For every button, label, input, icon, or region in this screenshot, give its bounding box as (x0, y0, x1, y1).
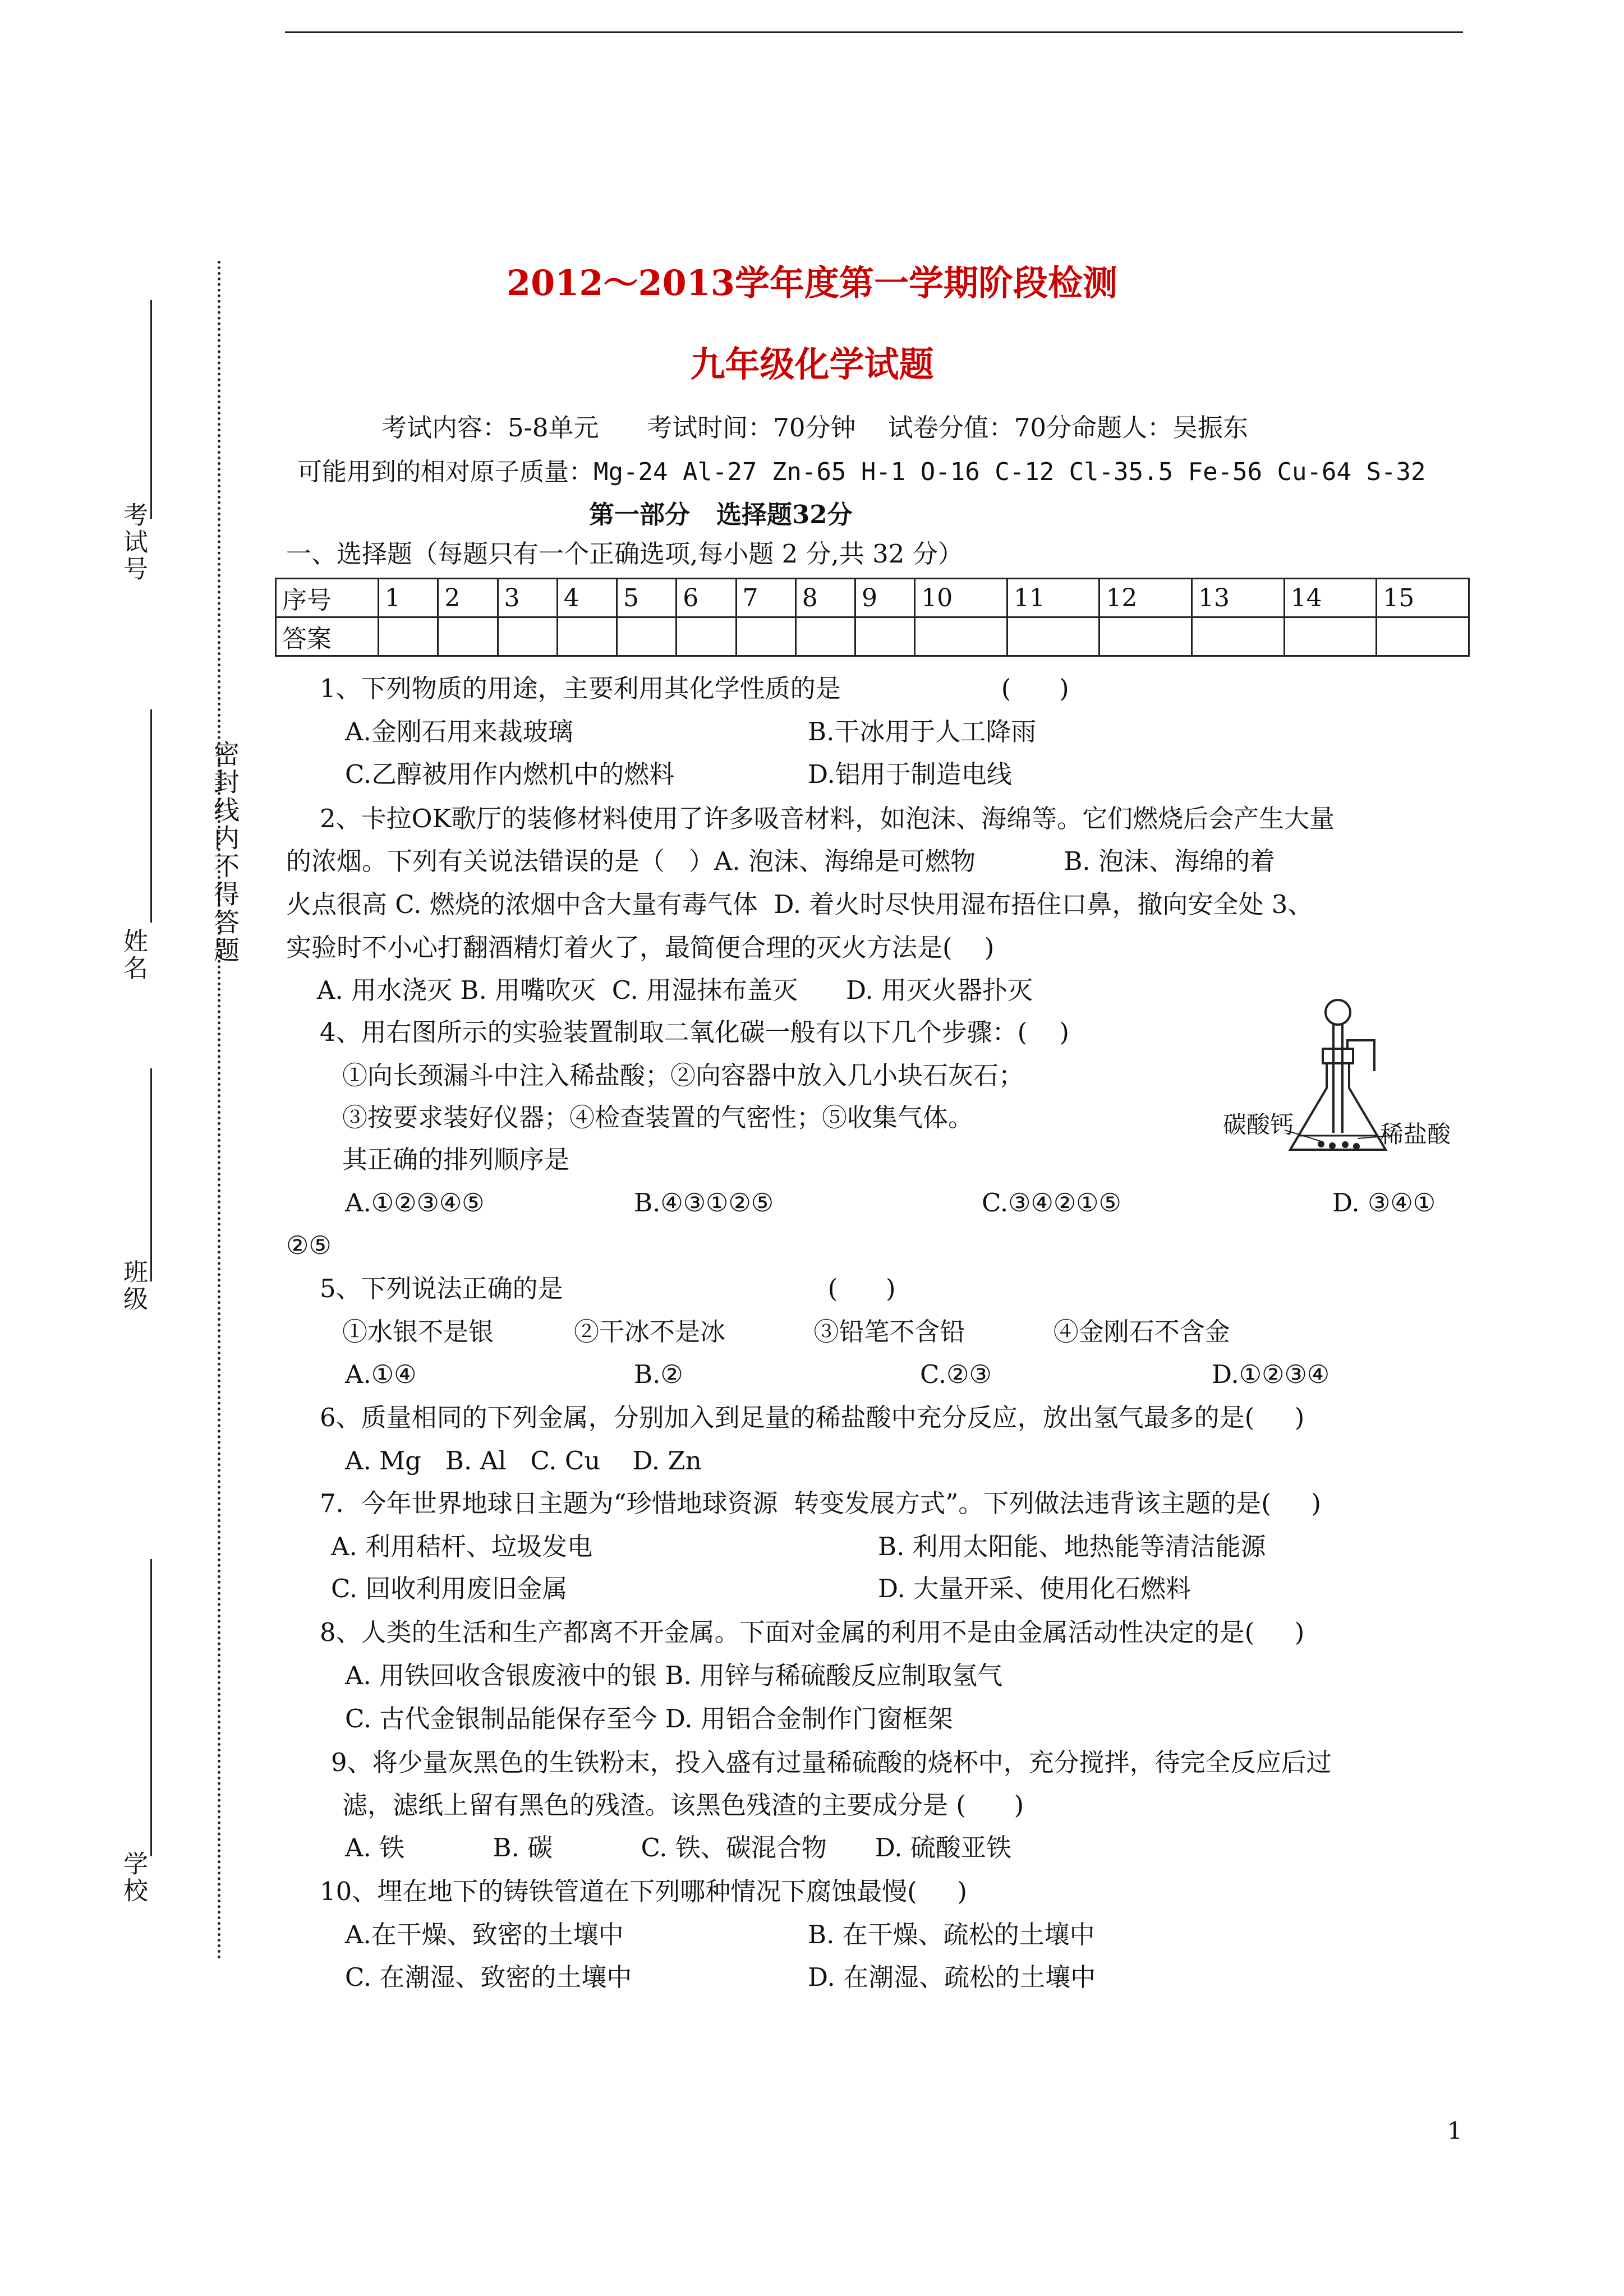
q5-statements: ①水银不是银 ②干冰不是冰 ③铅笔不含铅 ④金刚石不含金 (342, 1317, 1230, 1347)
q9-options: A. 铁 B. 碳 C. 铁、碳混合物 D. 硫酸亚铁 (345, 1833, 1011, 1862)
table-cell: 15 (1377, 579, 1469, 617)
question-9-line-2: 滤，滤纸上留有黑色的残渣。该黑色残渣的主要成分是 ( ) (342, 1790, 1024, 1820)
answer-cell[interactable] (1007, 617, 1099, 656)
q1-option-b: B.干冰用于人工降雨 (808, 717, 1037, 746)
answer-cell[interactable] (795, 617, 855, 656)
table-cell: 5 (617, 579, 677, 617)
table-cell: 9 (855, 579, 915, 617)
q7-option-a: A. 利用秸杆、垃圾发电 (331, 1532, 593, 1561)
answer-cell[interactable] (1377, 617, 1469, 656)
question-9-line-1: 9、将少量灰黑色的生铁粉末，投入盛有过量稀硫酸的烧杯中，充分搅拌，待完全反应后过 (331, 1748, 1332, 1777)
question-2-line-1: 2、卡拉OK歌厅的装修材料使用了许多吸音材料，如泡沫、海绵等。它们燃烧后会产生大量 (320, 804, 1335, 833)
q4-option-d: D. ③④① (1332, 1188, 1436, 1218)
q10-option-c: C. 在潮湿、致密的土壤中 (345, 1962, 632, 1992)
page-number: 1 (1447, 2117, 1462, 2145)
seal-note: 密封线内不得答题 (210, 740, 240, 965)
question-4: 4、用右图所示的实验装置制取二氧化碳一般有以下几个步骤：( ) (320, 1017, 1069, 1047)
q8-options-ab: A. 用铁回收含银废液中的银 B. 用锌与稀硫酸反应制取氢气 (345, 1661, 1003, 1690)
answer-cell[interactable] (379, 617, 438, 656)
question-10: 10、埋在地下的铸铁管道在下列哪种情况下腐蚀最慢( ) (320, 1877, 967, 1906)
answer-cell[interactable] (915, 617, 1007, 656)
section-instruction: 一、选择题（每题只有一个正确选项,每小题 2 分,共 32 分） (286, 539, 963, 569)
q5-option-a: A.①④ (345, 1359, 417, 1389)
q5-option-d: D.①②③④ (1212, 1359, 1330, 1389)
question-3: 实验时不小心打翻酒精灯着火了，最简便合理的灭火方法是( ) (286, 933, 995, 962)
question-5: 5、下列说法正确的是 ( ) (320, 1274, 896, 1303)
answer-cell[interactable] (1099, 617, 1192, 656)
question-6: 6、质量相同的下列金属，分别加入到足量的稀盐酸中充分反应，放出氢气最多的是( ) (320, 1403, 1305, 1432)
exam-no-blank-line (150, 300, 152, 519)
q4-option-b: B.④③①②⑤ (634, 1188, 774, 1218)
q4-option-d-cont: ②⑤ (286, 1230, 332, 1260)
question-1: 1、下列物质的用途，主要利用其化学性质的是 ( ) (320, 674, 1069, 703)
atomic-masses: 可能用到的相对原子质量：Mg-24 Al-27 Zn-65 H-1 O-16 C-12 Cl-35.5 Fe-56 Cu-64 S-32 (297, 458, 1426, 486)
figure-label-calcium-carbonate: 碳酸钙 (1223, 1111, 1294, 1138)
q5-option-b: B.② (634, 1359, 683, 1389)
row-label-answer: 答案 (276, 617, 379, 656)
q6-options: A. Mg B. Al C. Cu D. Zn (345, 1446, 702, 1476)
table-cell: 7 (736, 579, 795, 617)
table-cell: 2 (438, 579, 498, 617)
table-cell: 8 (795, 579, 855, 617)
q5-option-c: C.②③ (920, 1359, 992, 1389)
exam-info: 考试内容：5-8单元 考试时间：70分钟 试卷分值：70分命题人：吴振东 (381, 413, 1249, 442)
co2-apparatus-figure (1223, 987, 1481, 1172)
class-label: 班级 (119, 1259, 148, 1313)
question-8: 8、人类的生活和生产都离不开金属。下面对金属的利用不是由金属活动性决定的是( ) (320, 1617, 1305, 1647)
q10-option-d: D. 在潮湿、疏松的土壤中 (808, 1962, 1096, 1992)
answer-cell[interactable] (557, 617, 617, 656)
row-label-number: 序号 (276, 579, 379, 617)
q1-option-c: C.乙醇被用作内燃机中的燃料 (345, 759, 675, 789)
answer-cell[interactable] (498, 617, 557, 656)
q3-options: A. 用水浇灭 B. 用嘴吹灭 C. 用湿抹布盖灭 D. 用灭火器扑灭 (317, 975, 1033, 1005)
table-row-answers (276, 617, 1469, 656)
question-2-line-2: 的浓烟。下列有关说法错误的是（ ）A. 泡沫、海绵是可燃物 B. 泡沫、海绵的着 (286, 846, 1276, 876)
q10-option-b: B. 在干燥、疏松的土壤中 (808, 1920, 1095, 1949)
table-cell: 1 (379, 579, 438, 617)
answer-cell[interactable] (1284, 617, 1377, 656)
answer-cell[interactable] (677, 617, 736, 656)
part1-heading: 第一部分 选择题32分 (589, 500, 853, 529)
school-blank-line (150, 1559, 152, 1856)
header-rule (285, 31, 1463, 33)
table-cell: 12 (1099, 579, 1192, 617)
table-cell: 13 (1192, 579, 1285, 617)
answer-cell[interactable] (438, 617, 498, 656)
table-cell: 10 (915, 579, 1007, 617)
q1-option-a: A.金刚石用来裁玻璃 (345, 717, 573, 746)
q1-option-d: D.铝用于制造电线 (808, 759, 1012, 789)
table-cell: 14 (1284, 579, 1377, 617)
q4-steps-3: 其正确的排列顺序是 (342, 1145, 570, 1174)
q7-option-c: C. 回收利用废旧金属 (331, 1574, 568, 1603)
exam-subtitle: 九年级化学试题 (690, 344, 934, 385)
answer-table (275, 578, 1470, 657)
answer-cell[interactable] (1192, 617, 1285, 656)
q4-steps-2: ③按要求装好仪器；④检查装置的气密性；⑤收集气体。 (342, 1103, 974, 1132)
seal-dotted-line (218, 261, 220, 1960)
question-7: 7．今年世界地球日主题为“珍惜地球资源 转变发展方式”。下列做法违背该主题的是( ) (320, 1488, 1321, 1518)
q7-option-b: B. 利用太阳能、地热能等清洁能源 (878, 1532, 1266, 1561)
table-cell: 6 (677, 579, 736, 617)
answer-cell[interactable] (855, 617, 915, 656)
name-label: 姓名 (119, 928, 148, 982)
q4-option-c: C.③④②①⑤ (982, 1188, 1121, 1218)
table-cell: 11 (1007, 579, 1099, 617)
answer-cell[interactable] (617, 617, 677, 656)
q4-option-a: A.①②③④⑤ (345, 1188, 485, 1218)
answer-cell[interactable] (736, 617, 795, 656)
school-label: 学校 (119, 1851, 148, 1905)
q8-options-cd: C. 古代金银制品能保存至今 D. 用铝合金制作门窗框架 (345, 1704, 953, 1733)
table-cell: 4 (557, 579, 617, 617)
q4-steps-1: ①向长颈漏斗中注入稀盐酸；②向容器中放入几小块石灰石； (342, 1061, 1024, 1090)
table-row-numbers (276, 579, 1469, 617)
exam-title: 2012～2013学年度第一学期阶段检测 (506, 262, 1118, 303)
question-2-line-3: 火点很高 C. 燃烧的浓烟中含大量有毒气体 D. 着火时尽快用湿布捂住口鼻，撤向安全处 3、 (286, 889, 1313, 919)
q7-option-d: D. 大量开采、使用化石燃料 (878, 1574, 1191, 1603)
q10-option-a: A.在干燥、致密的土壤中 (345, 1920, 624, 1949)
exam-no-label: 考试号 (119, 502, 148, 583)
name-blank-line (150, 709, 152, 923)
class-blank-line (150, 1068, 152, 1281)
table-cell: 3 (498, 579, 557, 617)
figure-label-hydrochloric-acid: 稀盐酸 (1380, 1121, 1451, 1148)
